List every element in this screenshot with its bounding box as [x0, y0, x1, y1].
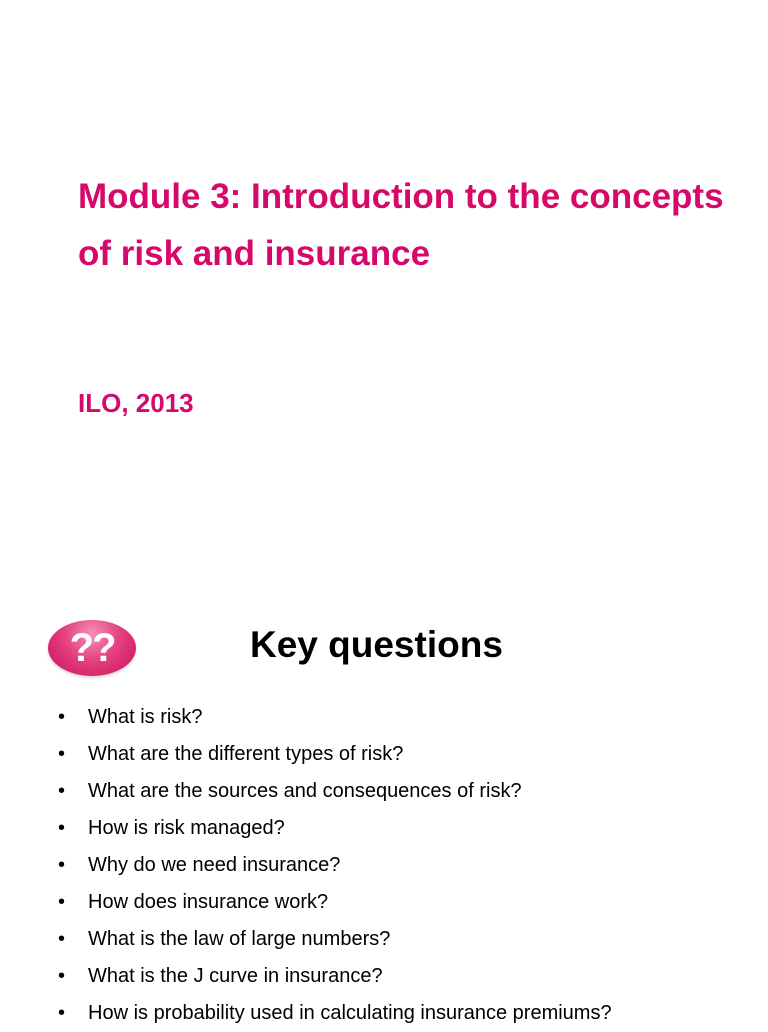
- bullet-icon: •: [58, 891, 66, 913]
- bullet-icon: •: [58, 780, 66, 802]
- list-item: • How is probability used in calculating insurance premiums?: [58, 995, 612, 1032]
- slide-subtitle: ILO, 2013: [78, 388, 194, 418]
- bullet-icon: •: [58, 817, 66, 839]
- list-item: • What is the law of large numbers?: [58, 921, 612, 958]
- slide-title: Module 3: Introduction to the concepts of risk and insurance: [78, 177, 724, 273]
- key-questions-heading: Key questions: [250, 624, 503, 665]
- list-item: • What is risk?: [58, 699, 612, 736]
- bullet-icon: •: [58, 1002, 66, 1024]
- list-item: • How is risk managed?: [58, 810, 612, 847]
- bullet-icon: •: [58, 965, 66, 987]
- list-item: • Why do we need insurance?: [58, 847, 612, 884]
- bullet-icon: •: [58, 854, 66, 876]
- key-questions-list: [58, 699, 612, 1032]
- list-item: • How does insurance work?: [58, 884, 612, 921]
- bullet-icon: •: [58, 743, 66, 765]
- bullet-icon: •: [58, 928, 66, 950]
- list-item: • What are the different types of risk?: [58, 736, 612, 773]
- bullet-icon: •: [58, 706, 66, 728]
- list-item: • What is the J curve in insurance?: [58, 958, 612, 995]
- question-marks-icon: ??: [48, 620, 136, 676]
- list-item: • What are the sources and consequences of risk?: [58, 773, 612, 810]
